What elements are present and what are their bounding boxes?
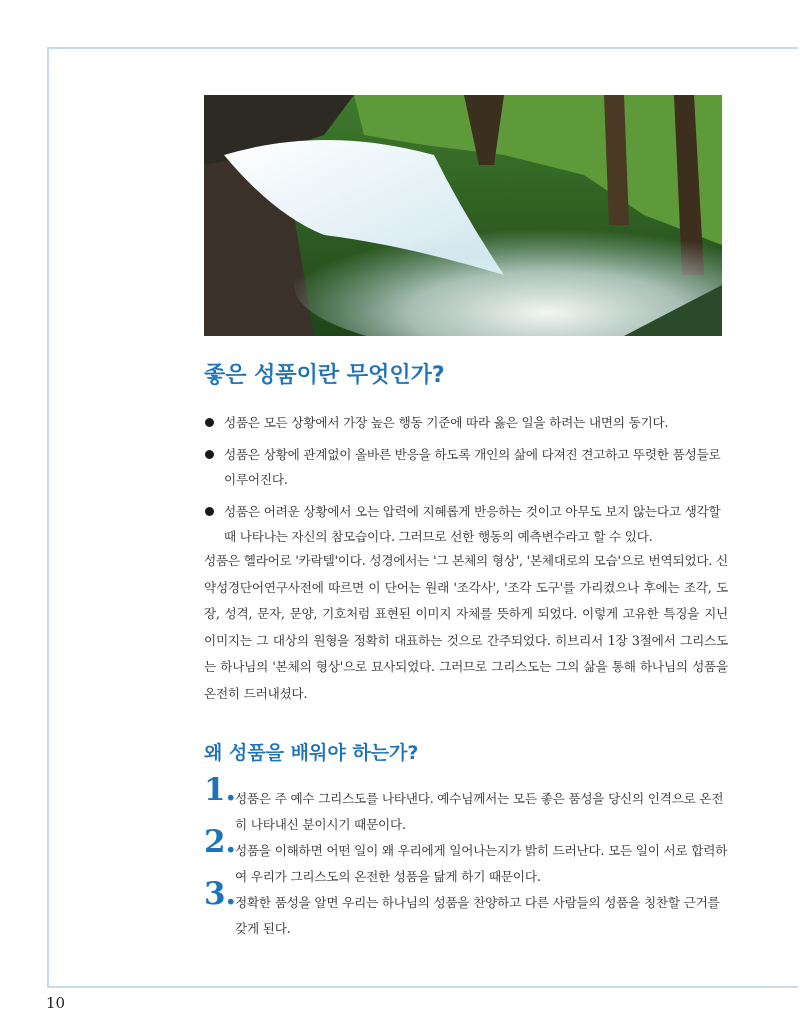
item-number: 1. — [204, 772, 236, 808]
bullet-icon — [205, 507, 214, 516]
section-title-good-character: 좋은 성품이란 무엇인가? — [204, 363, 445, 388]
bullet-icon — [205, 418, 214, 427]
list-item: 3. 정확한 품성을 알면 우리는 하나님의 성품을 찬양하고 다른 사람들의 성품을 칭찬할 근거를 갖게 된다. — [204, 876, 720, 936]
list-item: 1. 성품은 주 예수 그리스도를 나타낸다. 예수님께서는 모든 좋은 품성을 당신의 인격으로 온전히 나타내신 분이시기 때문이다. — [204, 772, 724, 832]
list-item: 성품은 어려운 상황에서 오는 압력에 지혜롭게 반응하는 것이고 아무도 보지 않는다고 생각할 때 나타나는 자신의 참모습이다. 그러므로 선한 행동의 예측변수라고 할 수 있다. — [204, 499, 728, 549]
section-title-why-learn: 왜 성품을 배워야 하는가? — [204, 742, 419, 764]
item-number: 2. — [204, 824, 236, 860]
bullet-icon — [205, 450, 214, 459]
page-number: 10 — [46, 994, 66, 1012]
item-number: 3. — [204, 876, 236, 912]
numbered-list — [204, 772, 728, 942]
bullet-list — [204, 410, 728, 556]
waterfall-photo — [204, 95, 722, 336]
list-item: 성품은 상황에 관계없이 올바른 반응을 하도록 개인의 삶에 다져진 견고하고 뚜렷한 품성들로 이루어진다. — [204, 442, 728, 492]
body-paragraph: 성품은 헬라어로 '카락텔'이다. 성경에서는 '그 본체의 형상', '본체대로의 모습'으로 번역되었다. 신약성경단어연구사전에 따르면 이 단어는 원래 '조각사', '조각 도구'를 가리켰으나 후에는 조각, 도장, 성격, 문자, 문양, 기호처럼 표현된 이미지 자체를 뜻하게 되었다. 이렇게 고유한 특징을 지닌 이미지는 그 대상의 원형을 정확히 대표하는 것으로 간주되었다. 히브리서 1장 3절에서 그리스도는 하나님의 '본체의 형상'으로 묘사되었다. 그러므로 그리스도는 그의 삶을 통해 하나님의 성품을 온전히 드러내셨다. — [204, 553, 728, 701]
list-item: 2. 성품을 이해하면 어떤 일이 왜 우리에게 일어나는지가 밝히 드러난다. 모든 일이 서로 합력하여 우리가 그리스도의 온전한 성품을 닮게 하기 때문이다. — [204, 824, 728, 884]
list-item: 성품은 모든 상황에서 가장 높은 행동 기준에 따라 옳은 일을 하려는 내면의 동기다. — [204, 410, 728, 435]
